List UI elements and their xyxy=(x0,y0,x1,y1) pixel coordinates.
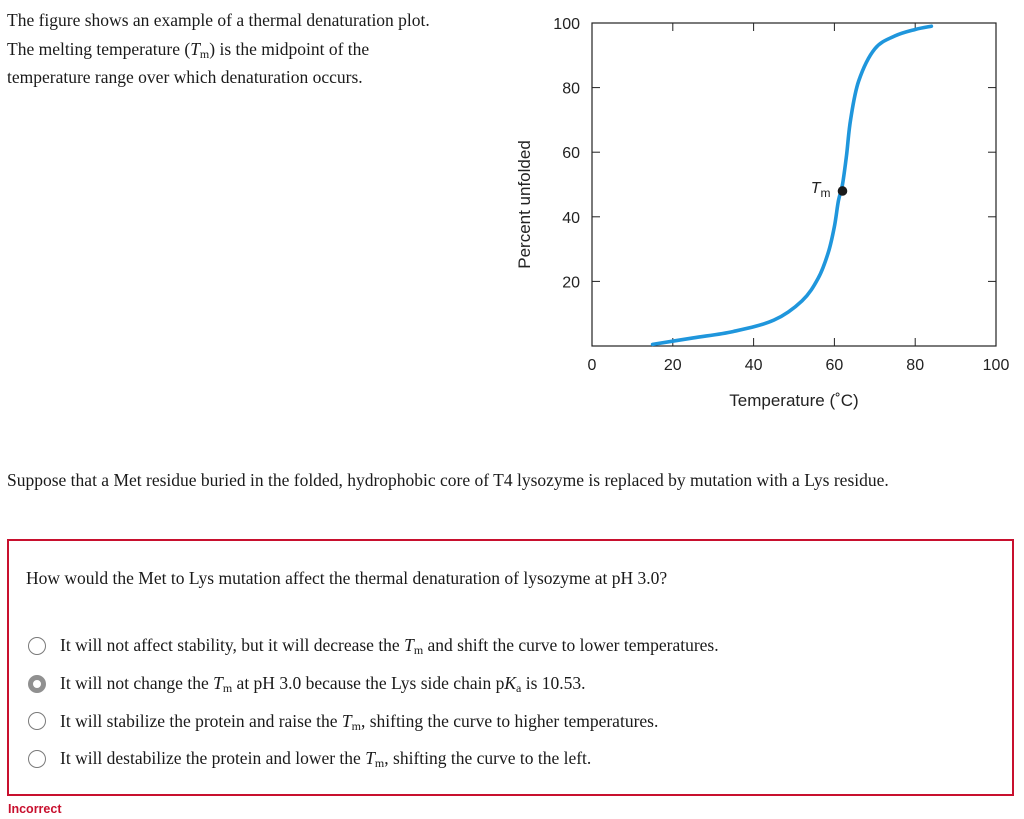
answer-option-1[interactable] xyxy=(28,627,719,665)
y-axis-label: Percent unfolded xyxy=(515,140,534,269)
radio-button[interactable] xyxy=(28,675,46,693)
answer-option-2[interactable] xyxy=(28,665,719,703)
x-axis-label: Temperature (˚C) xyxy=(729,391,859,410)
intro-line-1: The figure shows an example of a thermal denaturation plot. xyxy=(7,10,430,30)
x-tick-label: 40 xyxy=(744,357,763,374)
y-tick-label: 80 xyxy=(562,80,580,98)
intro-line-3: temperature range over which denaturation occurs. xyxy=(7,67,363,87)
x-tick-label: 0 xyxy=(587,357,597,374)
answer-option-3[interactable] xyxy=(28,702,719,740)
feedback-status: Incorrect xyxy=(8,802,62,816)
tm-label: $T_m$ xyxy=(810,179,831,200)
y-tick-label: 20 xyxy=(562,274,580,292)
denaturation-chart xyxy=(500,0,1024,420)
y-tick-label: 100 xyxy=(553,16,580,33)
y-tick-label: 60 xyxy=(562,145,580,163)
question-lead: Suppose that a Met residue buried in the folded, hydrophobic core of T4 lysozyme is replaced by mutation with a Lys residue. xyxy=(7,470,889,490)
denaturation-curve xyxy=(653,26,932,344)
intro-line-2: The melting temperature $(T_m)$ is the midpoint of the xyxy=(7,38,370,61)
radio-button[interactable] xyxy=(28,750,46,768)
radio-button[interactable] xyxy=(28,712,46,730)
y-tick-label: 40 xyxy=(562,209,580,227)
x-tick-label: 20 xyxy=(663,357,682,374)
x-tick-label: 80 xyxy=(906,357,925,374)
answer-option-4[interactable] xyxy=(28,740,719,778)
question-prompt: How would the Met to Lys mutation affect the thermal denaturation of lysozyme at pH 3.0? xyxy=(26,568,668,588)
x-tick-label: 100 xyxy=(982,357,1010,374)
intro-text xyxy=(7,6,507,92)
answer-option-label: It will stabilize the protein and raise the $T_m$, shifting the curve to higher temperatures. xyxy=(60,710,659,733)
tm-midpoint-marker xyxy=(838,186,848,196)
radio-button[interactable] xyxy=(28,637,46,655)
plot-frame xyxy=(592,23,996,346)
answer-option-label: It will not affect stability, but it will decrease the $T_m$ and shift the curve to lower temperatures. xyxy=(60,635,719,658)
x-tick-label: 60 xyxy=(825,357,844,374)
answer-option-label: It will destabilize the protein and lower the $T_m$, shifting the curve to the left. xyxy=(60,748,592,771)
question-box xyxy=(7,539,1014,796)
answer-options xyxy=(28,627,719,778)
answer-option-label: It will not change the $T_m$ at pH 3.0 because the Lys side chain $pK_a$ is 10.53. xyxy=(60,673,586,696)
